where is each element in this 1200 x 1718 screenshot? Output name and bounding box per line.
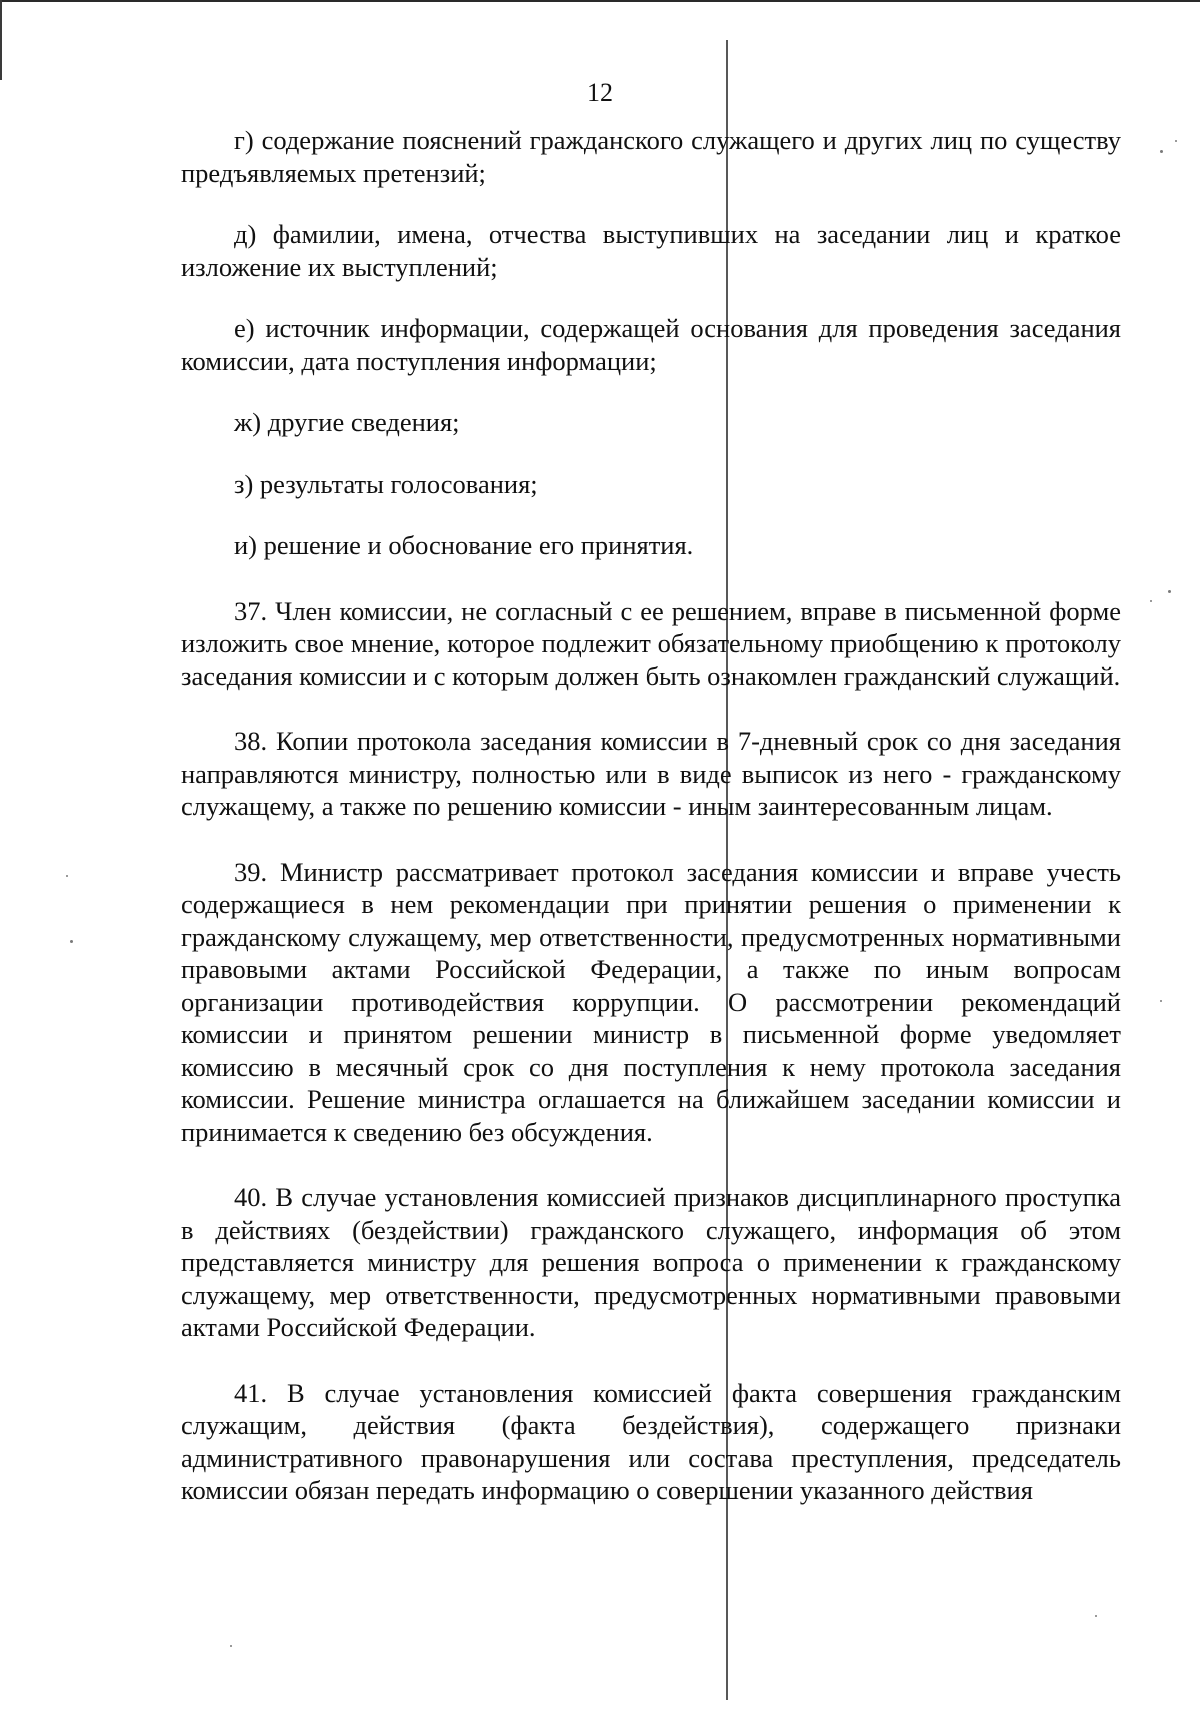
page-number: 12 xyxy=(587,78,613,107)
scan-speck xyxy=(1150,600,1152,602)
scan-speck xyxy=(1160,150,1163,153)
scan-speck xyxy=(1175,140,1177,142)
paragraph-z: з) результаты голосования; xyxy=(234,468,538,499)
scan-speck xyxy=(1160,1000,1162,1002)
scan-speck xyxy=(66,875,68,877)
paragraph-i: и) решение и обоснование его принятия. xyxy=(234,530,694,560)
scan-speck xyxy=(230,1645,232,1647)
paragraph-40: 40. В случае установления комиссией признаков дисциплинарного проступка в действиях (бездействии) гражданского служащего, информация об этом представляется министру для решения вопроса о применении к гражданскому служащему, мер ответственности, предусмотренных нормативными правовыми актами Российской Федерации. xyxy=(181,1182,1121,1342)
paragraph-e: е) источник информации, содержащей основания для проведения заседания комиссии, дата поступления информации; xyxy=(181,313,1121,376)
paragraph-41: 41. В случае установления комиссией факта совершения гражданским служащим, действия (факта бездействия), содержащего признаки административного правонарушения или состава преступления, председатель комиссии обязан передать информацию о совершении указанного действия xyxy=(181,1377,1121,1505)
paragraph-d: д) фамилии, имена, отчества выступивших на заседании лиц и краткое изложение их выступлений; xyxy=(181,219,1121,282)
scan-speck xyxy=(1095,1615,1097,1617)
scan-left-edge xyxy=(0,0,2,80)
paragraph-38: 38. Копии протокола заседания комиссии в 7-дневный срок со дня заседания направляются министру, полностью или в виде выписок из него - гражданскому служащему, а также по решению комиссии - иным заинтересованным лицам. xyxy=(181,726,1121,821)
paragraph-37: 37. Член комиссии, не согласный с ее решением, вправе в письменной форме изложить свое мнение, которое подлежит обязательному приобщению к протоколу заседания комиссии и с которым должен быть ознакомлен гражданский служащий. xyxy=(181,595,1121,691)
paragraph-39: 39. Министр рассматривает протокол заседания комиссии и вправе учесть содержащиеся в нем рекомендации при принятии решения о применении к гражданскому служащему, мер ответственности, предусмотренных нормативными правовыми актами Российской Федерации, а также по иным вопросам организации противодействия коррупции. О рассмотрении рекомендаций комиссии и принятом решении министр в письменной форме уведомляет комиссию в месячный срок со дня поступления к нему протокола заседания комиссии. Решение министра оглашается на ближайшем заседании комиссии и принимается к сведению без обсуждения. xyxy=(181,856,1121,1147)
scan-speck xyxy=(70,940,73,943)
scan-top-edge xyxy=(0,0,1200,2)
scan-speck xyxy=(1168,590,1171,593)
paragraph-zh: ж) другие сведения; xyxy=(234,407,460,437)
paragraph-g: г) содержание пояснений гражданского служащего и других лиц по существу предъявляемых претензий; xyxy=(181,125,1121,188)
document-body xyxy=(181,124,1121,1507)
